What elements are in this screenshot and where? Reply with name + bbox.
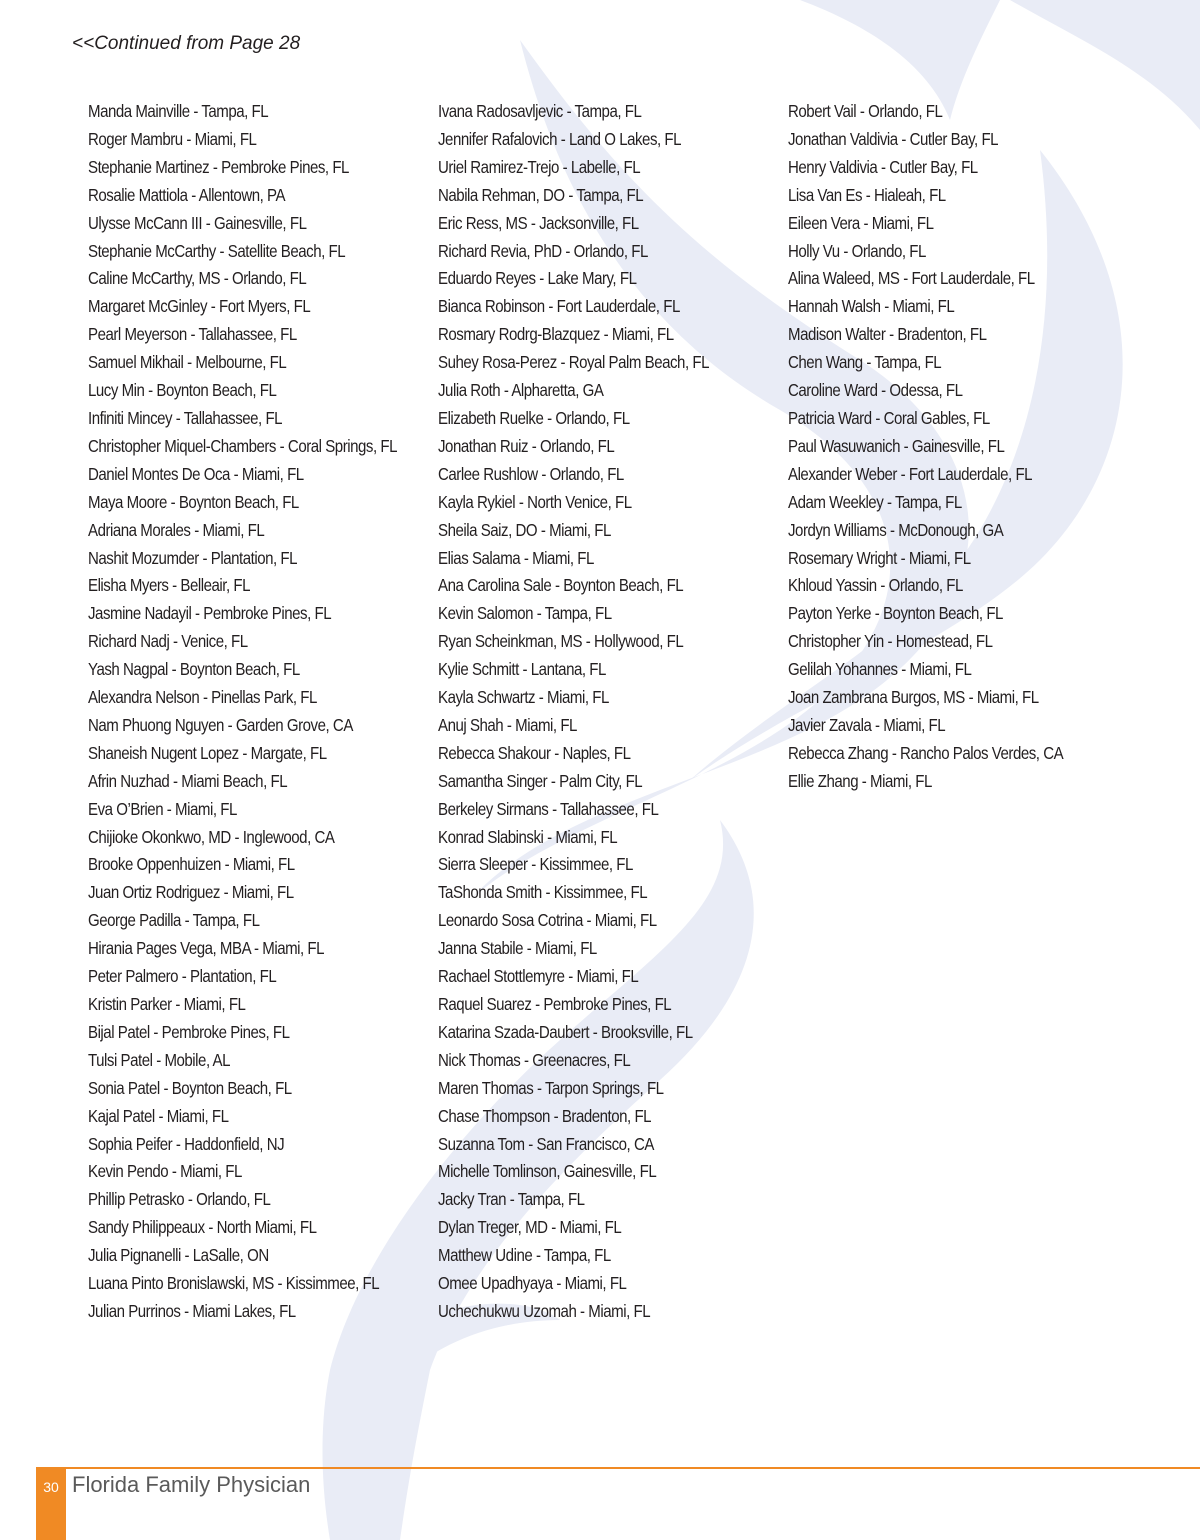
member-entry: Alexandra Nelson - Pinellas Park, FL <box>88 687 317 708</box>
publication-title: Florida Family Physician <box>72 1472 311 1497</box>
member-entry: Eva O’Brien - Miami, FL <box>88 798 237 819</box>
member-entry: Tulsi Patel - Mobile, AL <box>88 1049 231 1070</box>
member-entry: Infiniti Mincey - Tallahassee, FL <box>88 407 283 428</box>
member-entry: Jennifer Rafalovich - Land O Lakes, FL <box>438 128 682 149</box>
member-entry: Jasmine Nadayil - Pembroke Pines, FL <box>88 603 332 624</box>
member-entry: Jacky Tran - Tampa, FL <box>438 1189 585 1210</box>
member-entry: Michelle Tomlinson, Gainesville, FL <box>438 1161 657 1182</box>
member-entry: Peter Palmero - Plantation, FL <box>88 966 277 987</box>
member-entry: Stephanie Martinez - Pembroke Pines, FL <box>88 156 349 177</box>
member-entry: Hannah Walsh - Miami, FL <box>788 296 955 317</box>
member-entry: Alina Waleed, MS - Fort Lauderdale, FL <box>788 268 1035 289</box>
member-entry: Patricia Ward - Coral Gables, FL <box>788 407 990 428</box>
member-entry: Eduardo Reyes - Lake Mary, FL <box>438 268 637 289</box>
member-entry: Henry Valdivia - Cutler Bay, FL <box>788 156 978 177</box>
page-number: 30 <box>43 1479 59 1495</box>
member-list-column-3 <box>788 98 1108 796</box>
member-list-column-2 <box>438 98 753 1326</box>
member-entry: Raquel Suarez - Pembroke Pines, FL <box>438 994 672 1014</box>
member-entry: Julia Roth - Alpharetta, GA <box>438 380 604 401</box>
member-entry: Rachael Stottlemyre - Miami, FL <box>438 966 639 987</box>
member-entry: Suhey Rosa-Perez - Royal Palm Beach, FL <box>438 352 709 373</box>
member-entry: Caline McCarthy, MS - Orlando, FL <box>88 268 307 289</box>
member-list-column-1 <box>88 98 447 1326</box>
member-entry: Kevin Salomon - Tampa, FL <box>438 603 612 624</box>
member-entry: Lucy Min - Boynton Beach, FL <box>88 380 277 401</box>
member-entry: Jordyn Williams - McDonough, GA <box>788 519 1004 540</box>
member-entry: Katarina Szada-Daubert - Brooksville, FL <box>438 1021 693 1042</box>
member-entry: Leonardo Sosa Cotrina - Miami, FL <box>438 910 657 931</box>
member-entry: Robert Vail - Orlando, FL <box>788 101 943 121</box>
member-entry: Javier Zavala - Miami, FL <box>788 714 946 735</box>
member-entry: Maren Thomas - Tarpon Springs, FL <box>438 1077 664 1098</box>
member-entry: Shaneish Nugent Lopez - Margate, FL <box>88 742 327 763</box>
member-entry: Matthew Udine - Tampa, FL <box>438 1245 611 1266</box>
member-entry: Luana Pinto Bronislawski, MS - Kissimmee, FL <box>88 1273 380 1294</box>
member-entry: Kylie Schmitt - Lantana, FL <box>438 659 606 680</box>
member-entry: Elizabeth Ruelke - Orlando, FL <box>438 407 630 428</box>
member-entry: Nam Phuong Nguyen - Garden Grove, CA <box>88 714 353 735</box>
member-entry: Sandy Philippeaux - North Miami, FL <box>88 1217 317 1238</box>
member-entry: Konrad Slabinski - Miami, FL <box>438 826 618 847</box>
member-entry: Adriana Morales - Miami, FL <box>88 519 265 540</box>
member-entry: Dylan Treger, MD - Miami, FL <box>438 1217 622 1238</box>
member-entry: Carlee Rushlow - Orlando, FL <box>438 463 624 484</box>
member-entry: Afrin Nuzhad - Miami Beach, FL <box>88 770 288 791</box>
member-entry: Kristin Parker - Miami, FL <box>88 994 246 1014</box>
member-entry: Nick Thomas - Greenacres, FL <box>438 1049 631 1070</box>
member-entry: Eric Ress, MS - Jacksonville, FL <box>438 212 639 233</box>
member-entry: Christopher Yin - Homestead, FL <box>788 631 993 652</box>
member-entry: Julia Pignanelli - LaSalle, ON <box>88 1245 269 1266</box>
member-entry: George Padilla - Tampa, FL <box>88 910 260 931</box>
member-entry: Kayla Rykiel - North Venice, FL <box>438 491 632 512</box>
member-entry: Ryan Scheinkman, MS - Hollywood, FL <box>438 631 684 652</box>
member-entry: Nashit Mozumder - Plantation, FL <box>88 547 298 568</box>
member-entry: Rebecca Zhang - Rancho Palos Verdes, CA <box>788 742 1064 763</box>
member-entry: Chase Thompson - Bradenton, FL <box>438 1105 652 1126</box>
member-entry: Rosmary Rodrg-Blazquez - Miami, FL <box>438 324 674 345</box>
member-entry: Khloud Yassin - Orlando, FL <box>788 575 963 596</box>
member-entry: Berkeley Sirmans - Tallahassee, FL <box>438 798 659 819</box>
member-entry: Lisa Van Es - Hialeah, FL <box>788 184 946 205</box>
member-entry: Kajal Patel - Miami, FL <box>88 1105 229 1126</box>
member-entry: Gelilah Yohannes - Miami, FL <box>788 659 972 680</box>
member-entry: Anuj Shah - Miami, FL <box>438 714 577 735</box>
member-entry: Hirania Pages Vega, MBA - Miami, FL <box>88 938 325 959</box>
member-entry: Samuel Mikhail - Melbourne, FL <box>88 352 287 373</box>
member-entry: Paul Wasuwanich - Gainesville, FL <box>788 435 1005 456</box>
member-entry: Ellie Zhang - Miami, FL <box>788 770 932 791</box>
member-entry: Sheila Saiz, DO - Miami, FL <box>438 519 611 540</box>
member-entry: Kevin Pendo - Miami, FL <box>88 1161 242 1182</box>
member-entry: Chijioke Okonkwo, MD - Inglewood, CA <box>88 826 335 847</box>
member-entry: Elisha Myers - Belleair, FL <box>88 575 251 596</box>
member-entry: Kayla Schwartz - Miami, FL <box>438 687 609 708</box>
member-entry: Jonathan Ruiz - Orlando, FL <box>438 435 615 456</box>
member-entry: Payton Yerke - Boynton Beach, FL <box>788 603 1003 624</box>
member-entry: Julian Purrinos - Miami Lakes, FL <box>88 1300 296 1321</box>
member-entry: Nabila Rehman, DO - Tampa, FL <box>438 184 644 205</box>
member-entry: Margaret McGinley - Fort Myers, FL <box>88 296 311 317</box>
member-entry: Jonathan Valdivia - Cutler Bay, FL <box>788 128 999 149</box>
member-entry: Yash Nagpal - Boynton Beach, FL <box>88 659 300 680</box>
member-entry: Pearl Meyerson - Tallahassee, FL <box>88 324 297 345</box>
member-entry: Samantha Singer - Palm City, FL <box>438 770 643 791</box>
member-entry: Maya Moore - Boynton Beach, FL <box>88 491 299 512</box>
member-entry: Chen Wang - Tampa, FL <box>788 352 942 373</box>
member-entry: Sierra Sleeper - Kissimmee, FL <box>438 854 633 875</box>
member-entry: Alexander Weber - Fort Lauderdale, FL <box>788 463 1033 484</box>
member-entry: Omee Upadhyaya - Miami, FL <box>438 1273 627 1294</box>
member-entry: TaShonda Smith - Kissimmee, FL <box>438 882 648 903</box>
member-entry: Madison Walter - Bradenton, FL <box>788 324 987 345</box>
member-entry: Rebecca Shakour - Naples, FL <box>438 742 631 763</box>
member-entry: Manda Mainville - Tampa, FL <box>88 101 269 121</box>
member-entry: Roger Mambru - Miami, FL <box>88 128 257 149</box>
member-entry: Uriel Ramirez-Trejo - Labelle, FL <box>438 156 641 177</box>
member-entry: Sonia Patel - Boynton Beach, FL <box>88 1077 292 1098</box>
member-entry: Holly Vu - Orlando, FL <box>788 240 926 261</box>
member-entry: Brooke Oppenhuizen - Miami, FL <box>88 854 295 875</box>
continued-from-note: <<Continued from Page 28 <box>72 33 301 54</box>
member-entry: Bianca Robinson - Fort Lauderdale, FL <box>438 296 680 317</box>
member-entry: Adam Weekley - Tampa, FL <box>788 491 962 512</box>
member-entry: Suzanna Tom - San Francisco, CA <box>438 1133 654 1154</box>
member-entry: Stephanie McCarthy - Satellite Beach, FL <box>88 240 346 261</box>
member-entry: Uchechukwu Uzomah - Miami, FL <box>438 1300 651 1321</box>
member-entry: Rosemary Wright - Miami, FL <box>788 547 971 568</box>
member-entry: Juan Ortiz Rodriguez - Miami, FL <box>88 882 294 903</box>
member-entry: Elias Salama - Miami, FL <box>438 547 594 568</box>
member-entry: Ulysse McCann III - Gainesville, FL <box>88 212 307 233</box>
member-entry: Ivana Radosavljevic - Tampa, FL <box>438 101 642 121</box>
member-entry: Richard Nadj - Venice, FL <box>88 631 248 652</box>
member-entry: Ana Carolina Sale - Boynton Beach, FL <box>438 575 684 596</box>
member-entry: Richard Revia, PhD - Orlando, FL <box>438 240 648 261</box>
member-entry: Sophia Peifer - Haddonfield, NJ <box>88 1133 285 1154</box>
member-entry: Joan Zambrana Burgos, MS - Miami, FL <box>788 687 1039 708</box>
member-entry: Caroline Ward - Odessa, FL <box>788 380 963 401</box>
member-entry: Bijal Patel - Pembroke Pines, FL <box>88 1021 290 1042</box>
member-entry: Phillip Petrasko - Orlando, FL <box>88 1189 271 1210</box>
footer-rule <box>36 1467 1200 1469</box>
member-entry: Eileen Vera - Miami, FL <box>788 212 934 233</box>
member-entry: Daniel Montes De Oca - Miami, FL <box>88 463 304 484</box>
member-entry: Rosalie Mattiola - Allentown, PA <box>88 184 286 205</box>
member-entry: Janna Stabile - Miami, FL <box>438 938 597 959</box>
member-entry: Christopher Miquel-Chambers - Coral Springs, FL <box>88 435 397 456</box>
